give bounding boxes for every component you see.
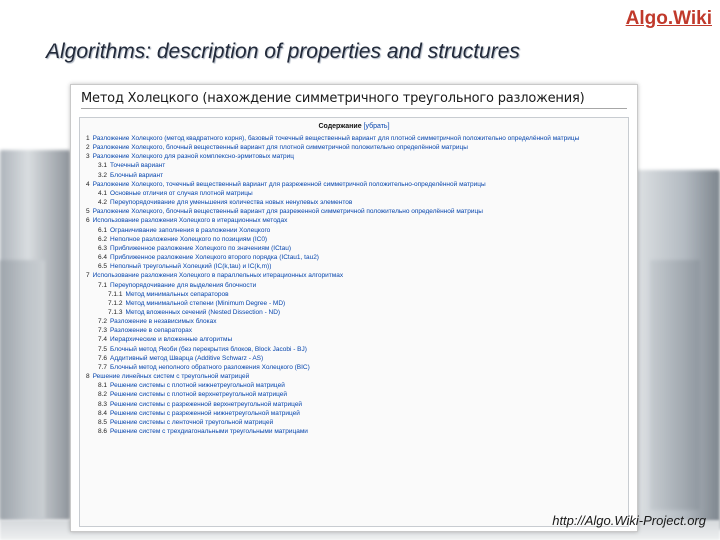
toc-item[interactable] — [86, 427, 622, 436]
toc-item[interactable] — [86, 299, 622, 308]
toc-item-link[interactable]: Использование разложения Холецкого в параллельных итерационных алгоритмах — [92, 272, 344, 280]
toc-item[interactable] — [86, 335, 622, 344]
toc-item[interactable] — [86, 161, 622, 170]
toc-item-link[interactable]: Переупорядочивание для выделения блочности — [110, 281, 257, 289]
toc-item-link[interactable]: Решение системы с плотной нижнетреугольной матрицей — [110, 382, 285, 390]
toc-item[interactable] — [86, 189, 622, 198]
toc-item-link[interactable]: Разложение в сепараторах — [110, 327, 192, 335]
toc-item-link[interactable]: Метод вложенных сечений (Nested Dissection - ND) — [125, 308, 281, 316]
toc-item[interactable] — [86, 400, 622, 409]
toc-item-number: 8.6 — [98, 428, 108, 435]
toc-item[interactable] — [86, 216, 622, 225]
toc-item[interactable] — [86, 326, 622, 335]
toc-item[interactable] — [86, 134, 622, 143]
toc-item-link[interactable]: Блочный метод Якоби (без перекрытия блоков, Block Jacobi - BJ) — [110, 345, 307, 353]
toc-title-row — [86, 122, 622, 132]
toc-item-link[interactable]: Переупорядочивание для уменьшения количества новых ненулевых элементов — [110, 199, 353, 207]
toc-item-number: 7.2 — [98, 318, 108, 326]
toc-item[interactable] — [86, 253, 622, 262]
toc-item-number: 6.1 — [98, 226, 108, 234]
server-rack-left-back — [0, 260, 45, 520]
toc-item-link[interactable]: Решение линейных систем с треугольной матрицей — [92, 373, 250, 381]
footer-url[interactable]: http://Algo.Wiki-Project.org — [552, 513, 706, 528]
toc-item[interactable] — [86, 418, 622, 427]
toc-item-number: 7.1.3 — [108, 308, 123, 316]
server-rack-right-back — [650, 260, 700, 510]
toc-item-link[interactable]: Решение системы с плотной верхнетреугольной матрицей — [110, 391, 288, 399]
toc-item-number: 7.1.1 — [108, 290, 123, 298]
toc-item-link[interactable]: Разложение в независимых блоках — [110, 318, 217, 326]
toc-item-link[interactable]: Разложение Холецкого, точечный вещественный вариант для разреженной симметричной положительно-определённой матрицы — [92, 180, 486, 188]
toc-item[interactable] — [86, 152, 622, 161]
toc-item[interactable] — [86, 180, 622, 189]
toc-item-link[interactable]: Аддитивный метод Шварца (Additive Schwarz - AS) — [110, 354, 264, 362]
toc-item-number: 8 — [86, 373, 90, 381]
toc-item[interactable] — [86, 244, 622, 253]
toc-item-link[interactable]: Неполный треугольный Холецкий (IC(k,tau) и IC(k,m)) — [110, 263, 272, 271]
toc-item[interactable] — [86, 372, 622, 381]
toc-item[interactable] — [86, 207, 622, 216]
toc-item-number: 7.3 — [98, 327, 108, 335]
toc-item-link[interactable]: Блочный вариант — [110, 171, 164, 179]
toc-item[interactable] — [86, 345, 622, 354]
slide-title: Algorithms: description of properties and structures — [46, 40, 520, 63]
toc-item-number: 7 — [86, 272, 90, 280]
brand-logo[interactable]: Algo.Wiki — [625, 8, 712, 29]
toc-item[interactable] — [86, 262, 622, 271]
toc-item[interactable] — [86, 198, 622, 207]
toc-title: Содержание — [318, 123, 362, 130]
toc-item-link[interactable]: Неполное разложение Холецкого по позициям (IC0) — [110, 235, 268, 243]
toc-item-number: 8.5 — [98, 418, 108, 426]
toc-item-number: 3 — [86, 153, 90, 161]
toc-item-number: 7.1 — [98, 281, 108, 289]
table-of-contents — [79, 117, 629, 527]
toc-item-link[interactable]: Метод минимальных сепараторов — [125, 290, 229, 298]
toc-item-link[interactable]: Блочный метод неполного обратного разложения Холецкого (BIC) — [110, 363, 310, 371]
toc-item-number: 7.7 — [98, 363, 108, 371]
toc-item-number: 7.6 — [98, 354, 108, 362]
toc-item-link[interactable]: Метод минимальной степени (Minimum Degree - MD) — [125, 299, 286, 307]
toc-item-link[interactable]: Приближенное разложение Холецкого по значениям (ICtau) — [110, 244, 291, 252]
toc-item-number: 1 — [86, 135, 90, 142]
toc-item-link[interactable]: Основные отличия от случая плотной матрицы — [110, 189, 253, 197]
toc-item-number: 4.1 — [98, 189, 108, 197]
toc-item-link[interactable]: Использование разложения Холецкого в итерационных методах — [92, 217, 288, 225]
toc-item-number: 6 — [86, 217, 90, 225]
toc-item[interactable] — [86, 171, 622, 180]
toc-item-number: 6.2 — [98, 235, 108, 243]
toc-item[interactable] — [86, 290, 622, 299]
toc-item-number: 3.2 — [98, 171, 108, 179]
toc-item[interactable] — [86, 235, 622, 244]
toc-item-link[interactable]: Разложение Холецкого для разной комплексно-эрмитовых матриц — [92, 153, 295, 161]
toc-item-link[interactable]: Приближенное разложение Холецкого второго порядка (ICtau1, tau2) — [110, 254, 319, 262]
toc-item-number: 8.4 — [98, 409, 108, 417]
toc-item[interactable] — [86, 354, 622, 363]
toc-item-number: 7.5 — [98, 345, 108, 353]
toc-item-number: 5 — [86, 208, 90, 216]
toc-item-link[interactable]: Разложение Холецкого (метод квадратного корня), базовый точечный вещественный вариант для плотной симметричной положительно определённой матрицы — [92, 135, 580, 142]
toc-item[interactable] — [86, 363, 622, 372]
wiki-page-screenshot — [70, 84, 638, 532]
toc-item-number: 6.4 — [98, 254, 108, 262]
toc-toggle-link[interactable]: [убрать] — [363, 123, 390, 130]
toc-item-link[interactable]: Разложение Холецкого, блочный вещественный вариант для плотной симметричной положительно определённой матрицы — [92, 144, 468, 152]
toc-item[interactable] — [86, 271, 622, 280]
toc-item[interactable] — [86, 390, 622, 399]
toc-item-number: 8.2 — [98, 391, 108, 399]
toc-item[interactable] — [86, 308, 622, 317]
toc-item-link[interactable]: Иерархические и вложенные алгоритмы — [110, 336, 233, 344]
toc-item-link[interactable]: Ограничивание заполнения в разложении Холецкого — [110, 226, 271, 234]
toc-item[interactable] — [86, 381, 622, 390]
toc-item-number: 8.1 — [98, 382, 108, 390]
toc-item[interactable] — [86, 226, 622, 235]
toc-item-link[interactable]: Решение системы с разреженной верхнетреугольной матрицей — [110, 400, 303, 408]
toc-item-number: 3.1 — [98, 162, 108, 170]
toc-item-number: 6.5 — [98, 263, 108, 271]
toc-item-number: 7.4 — [98, 336, 108, 344]
toc-item-link[interactable]: Решение систем с трехдиагональными треугольными матрицами — [110, 428, 308, 435]
toc-item-link[interactable]: Решение системы с ленточной треугольной матрицей — [110, 418, 274, 426]
toc-item-number: 7.1.2 — [108, 299, 123, 307]
toc-list — [86, 134, 622, 436]
toc-item-number: 4 — [86, 180, 90, 188]
toc-item-link[interactable]: Решение системы с разреженной нижнетреугольной матрицей — [110, 409, 300, 417]
toc-item[interactable] — [86, 281, 622, 290]
wiki-page-heading: Метод Холецкого (нахождение симметричного треугольного разложения) — [81, 91, 627, 109]
toc-item-link[interactable]: Разложение Холецкого, блочный вещественный вариант для разреженной симметричной положительно определённой матрицы — [92, 208, 483, 216]
toc-item-link[interactable]: Точечный вариант — [110, 162, 166, 170]
toc-item-number: 4.2 — [98, 199, 108, 207]
toc-item[interactable] — [86, 409, 622, 418]
toc-item-number: 8.3 — [98, 400, 108, 408]
toc-item[interactable] — [86, 143, 622, 152]
toc-item[interactable] — [86, 317, 622, 326]
toc-item-number: 6.3 — [98, 244, 108, 252]
toc-item-number: 2 — [86, 144, 90, 152]
